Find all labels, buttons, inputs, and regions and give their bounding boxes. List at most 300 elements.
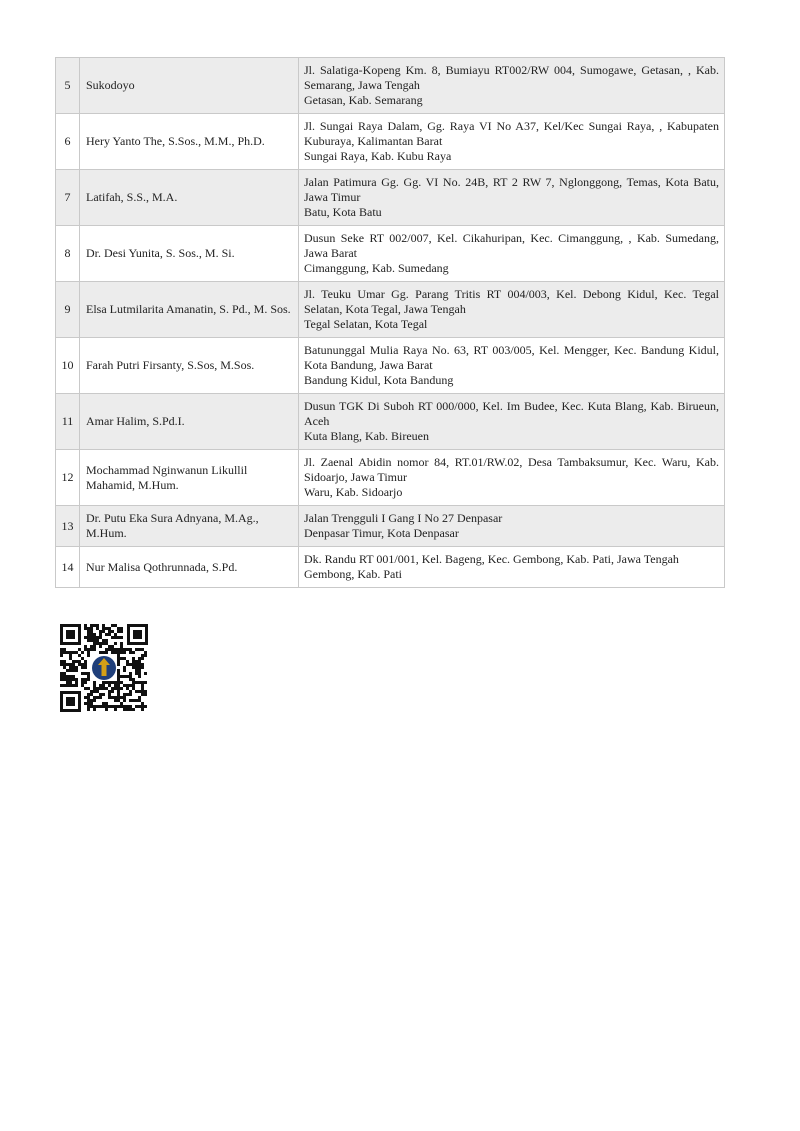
qr-module <box>84 666 87 669</box>
qr-module <box>60 648 63 651</box>
qr-module <box>84 687 87 690</box>
qr-module <box>81 657 84 660</box>
area-text: Bandung Kidul, Kota Bandung <box>304 373 454 387</box>
qr-module <box>69 651 72 654</box>
qr-module <box>111 645 114 648</box>
finder-pattern-top-right <box>127 624 148 645</box>
qr-module <box>69 666 72 669</box>
qr-module <box>144 705 147 708</box>
qr-code-icon <box>58 622 150 714</box>
qr-module <box>120 648 123 651</box>
qr-module <box>108 630 111 633</box>
qr-module <box>93 624 96 627</box>
person-name: Elsa Lutmilarita Amanatin, S. Pd., M. Sos. <box>80 282 299 338</box>
qr-module <box>117 684 120 687</box>
qr-module <box>75 681 78 684</box>
qr-module <box>87 702 90 705</box>
qr-module <box>114 648 117 651</box>
row-number: 10 <box>56 338 80 394</box>
qr-module <box>132 660 135 663</box>
qr-module <box>99 651 102 654</box>
qr-module <box>117 675 120 678</box>
qr-module <box>90 648 93 651</box>
qr-module <box>72 660 75 663</box>
qr-module <box>96 636 99 639</box>
qr-module <box>141 648 144 651</box>
qr-module <box>117 696 120 699</box>
qr-module <box>141 663 144 666</box>
qr-module <box>72 651 75 654</box>
qr-module <box>96 642 99 645</box>
address-text: Jl. Teuku Umar Gg. Parang Tritis RT 004/003, Kel. Debong Kidul, Kec. Tegal Selatan, Kota Tegal, Jawa Tengah <box>304 287 719 316</box>
qr-module <box>123 669 126 672</box>
qr-module <box>120 696 123 699</box>
qr-module <box>141 666 144 669</box>
qr-module <box>87 705 90 708</box>
person-name: Sukodoyo <box>80 58 299 114</box>
qr-module <box>114 651 117 654</box>
address-cell <box>299 226 725 282</box>
qr-module <box>138 699 141 702</box>
qr-module <box>90 639 93 642</box>
qr-module <box>102 624 105 627</box>
qr-module <box>81 663 84 666</box>
qr-module <box>99 630 102 633</box>
qr-module <box>93 708 96 711</box>
qr-module <box>141 687 144 690</box>
qr-module <box>69 678 72 681</box>
table-row <box>56 394 725 450</box>
qr-module <box>84 627 87 630</box>
qr-module <box>108 696 111 699</box>
qr-module <box>87 675 90 678</box>
qr-module <box>84 645 87 648</box>
qr-module <box>135 705 138 708</box>
qr-module <box>123 648 126 651</box>
qr-module <box>102 639 105 642</box>
qr-module <box>141 705 144 708</box>
qr-module <box>120 675 123 678</box>
qr-module <box>105 705 108 708</box>
qr-module <box>93 645 96 648</box>
qr-module <box>84 696 87 699</box>
qr-module <box>141 702 144 705</box>
qr-module <box>93 648 96 651</box>
qr-module <box>129 678 132 681</box>
qr-module <box>81 672 84 675</box>
address-cell <box>299 450 725 506</box>
qr-module <box>126 648 129 651</box>
qr-module <box>87 678 90 681</box>
registry-table <box>55 57 725 588</box>
qr-module <box>102 702 105 705</box>
table-row <box>56 506 725 547</box>
address-text: Jl. Zaenal Abidin nomor 84, RT.01/RW.02, Desa Tambaksumur, Kec. Waru, Kab. Sidoarjo, Jawa Timur <box>304 455 719 484</box>
qr-module <box>132 663 135 666</box>
person-name: Hery Yanto The, S.Sos., M.M., Ph.D. <box>80 114 299 170</box>
qr-module <box>96 690 99 693</box>
address-cell <box>299 394 725 450</box>
qr-module <box>90 693 93 696</box>
qr-module <box>117 636 120 639</box>
qr-module <box>117 681 120 684</box>
person-name: Amar Halim, S.Pd.I. <box>80 394 299 450</box>
qr-module <box>63 663 66 666</box>
qr-module <box>144 681 147 684</box>
qr-module <box>75 660 78 663</box>
qr-module <box>135 648 138 651</box>
qr-module <box>123 708 126 711</box>
area-text: Getasan, Kab. Semarang <box>304 93 423 107</box>
area-text: Denpasar Timur, Kota Denpasar <box>304 526 459 540</box>
person-name: Latifah, S.S., M.A. <box>80 170 299 226</box>
qr-module <box>105 627 108 630</box>
qr-module <box>102 630 105 633</box>
qr-module <box>114 624 117 627</box>
qr-module <box>99 696 102 699</box>
qr-module <box>66 663 69 666</box>
qr-module <box>84 636 87 639</box>
qr-module <box>120 657 123 660</box>
qr-module <box>120 642 123 645</box>
qr-module <box>60 675 63 678</box>
qr-module <box>105 633 108 636</box>
qr-module <box>90 705 93 708</box>
qr-module <box>114 642 117 645</box>
qr-module <box>96 639 99 642</box>
address-text: Jl. Salatiga-Kopeng Km. 8, Bumiayu RT002/RW 004, Sumogawe, Getasan, , Kab. Semarang, Jawa Tengah <box>304 63 719 92</box>
address-text: Dk. Randu RT 001/001, Kel. Bageng, Kec. Gembong, Kab. Pati, Jawa Tengah <box>304 552 679 566</box>
qr-module <box>114 636 117 639</box>
qr-module <box>144 693 147 696</box>
qr-module <box>75 666 78 669</box>
row-number: 14 <box>56 547 80 588</box>
qr-module <box>117 699 120 702</box>
qr-module <box>111 636 114 639</box>
area-text: Waru, Kab. Sidoarjo <box>304 485 403 499</box>
qr-module <box>105 681 108 684</box>
qr-module <box>117 672 120 675</box>
qr-module <box>105 651 108 654</box>
qr-module <box>69 663 72 666</box>
qr-module <box>102 651 105 654</box>
qr-module <box>120 636 123 639</box>
qr-module <box>129 693 132 696</box>
qr-module <box>120 630 123 633</box>
qr-module <box>135 663 138 666</box>
address-cell <box>299 338 725 394</box>
qr-module <box>135 660 138 663</box>
qr-module <box>117 627 120 630</box>
qr-module <box>138 696 141 699</box>
qr-module <box>102 705 105 708</box>
qr-module <box>114 705 117 708</box>
qr-module <box>138 648 141 651</box>
qr-module <box>132 678 135 681</box>
emblem-icon <box>92 656 116 680</box>
qr-module <box>117 657 120 660</box>
qr-module <box>66 669 69 672</box>
qr-module <box>99 642 102 645</box>
qr-module <box>93 687 96 690</box>
qr-module <box>117 654 120 657</box>
qr-module <box>93 642 96 645</box>
qr-module <box>129 699 132 702</box>
qr-module <box>123 675 126 678</box>
qr-module <box>129 675 132 678</box>
row-number: 5 <box>56 58 80 114</box>
qr-module <box>102 684 105 687</box>
qr-module <box>93 699 96 702</box>
qr-module <box>87 687 90 690</box>
area-text: Tegal Selatan, Kota Tegal <box>304 317 428 331</box>
qr-module <box>129 672 132 675</box>
qr-module <box>60 654 63 657</box>
qr-module <box>81 684 84 687</box>
table-row <box>56 547 725 588</box>
table-row <box>56 338 725 394</box>
qr-module <box>93 636 96 639</box>
qr-module <box>69 654 72 657</box>
qr-module <box>99 633 102 636</box>
qr-module <box>63 666 66 669</box>
qr-module <box>108 633 111 636</box>
qr-module <box>117 690 120 693</box>
row-number: 7 <box>56 170 80 226</box>
qr-module <box>135 690 138 693</box>
qr-module <box>81 678 84 681</box>
qr-module <box>90 690 93 693</box>
qr-module <box>144 672 147 675</box>
table-row <box>56 114 725 170</box>
qr-module <box>123 705 126 708</box>
qr-module <box>114 684 117 687</box>
qr-module <box>108 681 111 684</box>
qr-module <box>129 690 132 693</box>
qr-module <box>87 636 90 639</box>
qr-module <box>117 651 120 654</box>
qr-module <box>102 693 105 696</box>
qr-module <box>78 654 81 657</box>
area-text: Gembong, Kab. Pati <box>304 567 402 581</box>
qr-module <box>141 693 144 696</box>
qr-module <box>117 630 120 633</box>
qr-module <box>117 705 120 708</box>
qr-module <box>60 672 63 675</box>
qr-module <box>81 666 84 669</box>
qr-module <box>132 681 135 684</box>
finder-pattern-bottom-left <box>60 691 81 712</box>
qr-module <box>90 633 93 636</box>
qr-module <box>99 693 102 696</box>
qr-module <box>72 663 75 666</box>
qr-module <box>87 633 90 636</box>
qr-module <box>132 666 135 669</box>
qr-module <box>102 642 105 645</box>
qr-module <box>123 651 126 654</box>
qr-module <box>120 705 123 708</box>
qr-module <box>90 627 93 630</box>
qr-module <box>117 678 120 681</box>
qr-module <box>132 708 135 711</box>
area-text: Cimanggung, Kab. Sumedang <box>304 261 449 275</box>
qr-module <box>75 669 78 672</box>
qr-module <box>69 657 72 660</box>
qr-module <box>75 651 78 654</box>
row-number: 8 <box>56 226 80 282</box>
qr-module <box>117 663 120 666</box>
qr-module <box>126 693 129 696</box>
qr-module <box>132 657 135 660</box>
area-text: Sungai Raya, Kab. Kubu Raya <box>304 149 452 163</box>
qr-module <box>123 657 126 660</box>
qr-module <box>96 627 99 630</box>
qr-module <box>75 678 78 681</box>
qr-module <box>114 699 117 702</box>
qr-module <box>126 708 129 711</box>
qr-module <box>63 684 66 687</box>
area-text: Batu, Kota Batu <box>304 205 382 219</box>
qr-module <box>138 663 141 666</box>
qr-module <box>63 678 66 681</box>
qr-module <box>69 675 72 678</box>
address-text: Dusun Seke RT 002/007, Kel. Cikahuripan, Kec. Cimanggung, , Kab. Sumedang, Jawa Barat <box>304 231 719 260</box>
qr-module <box>108 690 111 693</box>
qr-module <box>141 654 144 657</box>
qr-module <box>90 624 93 627</box>
qr-module <box>93 690 96 693</box>
qr-module <box>129 705 132 708</box>
qr-module <box>117 687 120 690</box>
qr-module <box>123 693 126 696</box>
qr-module <box>111 630 114 633</box>
qr-module <box>135 669 138 672</box>
qr-module <box>117 660 120 663</box>
qr-module <box>81 651 84 654</box>
qr-module <box>102 687 105 690</box>
qr-module <box>63 648 66 651</box>
qr-module <box>120 627 123 630</box>
table-row <box>56 282 725 338</box>
qr-module <box>78 648 81 651</box>
qr-module <box>87 654 90 657</box>
qr-module <box>111 624 114 627</box>
qr-module <box>87 630 90 633</box>
row-number: 12 <box>56 450 80 506</box>
qr-module <box>144 654 147 657</box>
qr-module <box>126 675 129 678</box>
qr-module <box>99 705 102 708</box>
qr-module <box>141 657 144 660</box>
qr-module <box>135 672 138 675</box>
table-row <box>56 58 725 114</box>
qr-module <box>87 651 90 654</box>
qr-module <box>93 705 96 708</box>
qr-module <box>126 684 129 687</box>
qr-module <box>93 639 96 642</box>
qr-module <box>114 687 117 690</box>
qr-module <box>123 684 126 687</box>
address-cell <box>299 170 725 226</box>
qr-module <box>60 651 63 654</box>
qr-module <box>132 684 135 687</box>
qr-module <box>72 684 75 687</box>
qr-module <box>120 645 123 648</box>
qr-module <box>129 684 132 687</box>
qr-module <box>138 690 141 693</box>
qr-module <box>141 681 144 684</box>
qr-module <box>87 639 90 642</box>
table-row <box>56 170 725 226</box>
qr-module <box>114 708 117 711</box>
qr-module <box>78 660 81 663</box>
qr-module <box>108 684 111 687</box>
row-number: 6 <box>56 114 80 170</box>
qr-module <box>87 708 90 711</box>
qr-module <box>84 702 87 705</box>
qr-module <box>93 684 96 687</box>
qr-module <box>99 636 102 639</box>
qr-module <box>111 705 114 708</box>
qr-module <box>66 678 69 681</box>
qr-module <box>84 663 87 666</box>
qr-module <box>99 684 102 687</box>
qr-module <box>90 645 93 648</box>
qr-module <box>108 693 111 696</box>
qr-module <box>123 696 126 699</box>
qr-module <box>93 696 96 699</box>
qr-module <box>120 681 123 684</box>
qr-module <box>126 660 129 663</box>
qr-module <box>111 651 114 654</box>
qr-module <box>135 681 138 684</box>
qr-module <box>66 675 69 678</box>
qr-module <box>111 690 114 693</box>
address-cell <box>299 547 725 588</box>
address-text: Dusun TGK Di Suboh RT 000/000, Kel. Im Budee, Kec. Kuta Blang, Kab. Birueun, Aceh <box>304 399 719 428</box>
qr-module <box>126 663 129 666</box>
qr-module <box>108 627 111 630</box>
qr-module <box>96 687 99 690</box>
address-text: Jl. Sungai Raya Dalam, Gg. Raya VI No A37, Kel/Kec Sungai Raya, , Kabupaten Kuburaya, Kalimantan Barat <box>304 119 719 148</box>
qr-module <box>78 663 81 666</box>
qr-module <box>120 702 123 705</box>
qr-module <box>105 648 108 651</box>
qr-module <box>72 669 75 672</box>
qr-module <box>108 648 111 651</box>
row-number: 11 <box>56 394 80 450</box>
qr-module <box>132 699 135 702</box>
qr-module <box>117 693 120 696</box>
qr-module <box>102 627 105 630</box>
qr-module <box>144 651 147 654</box>
qr-module <box>69 681 72 684</box>
person-name: Dr. Putu Eka Sura Adnyana, M.Ag., M.Hum. <box>80 506 299 547</box>
qr-module <box>132 687 135 690</box>
qr-module <box>75 684 78 687</box>
qr-module <box>60 660 63 663</box>
qr-module <box>138 669 141 672</box>
qr-module <box>84 681 87 684</box>
qr-module <box>138 660 141 663</box>
qr-module <box>138 675 141 678</box>
area-text: Kuta Blang, Kab. Bireuen <box>304 429 429 443</box>
qr-module <box>105 702 108 705</box>
finder-pattern-top-left <box>60 624 81 645</box>
qr-module <box>129 648 132 651</box>
address-cell <box>299 506 725 547</box>
qr-module <box>93 681 96 684</box>
